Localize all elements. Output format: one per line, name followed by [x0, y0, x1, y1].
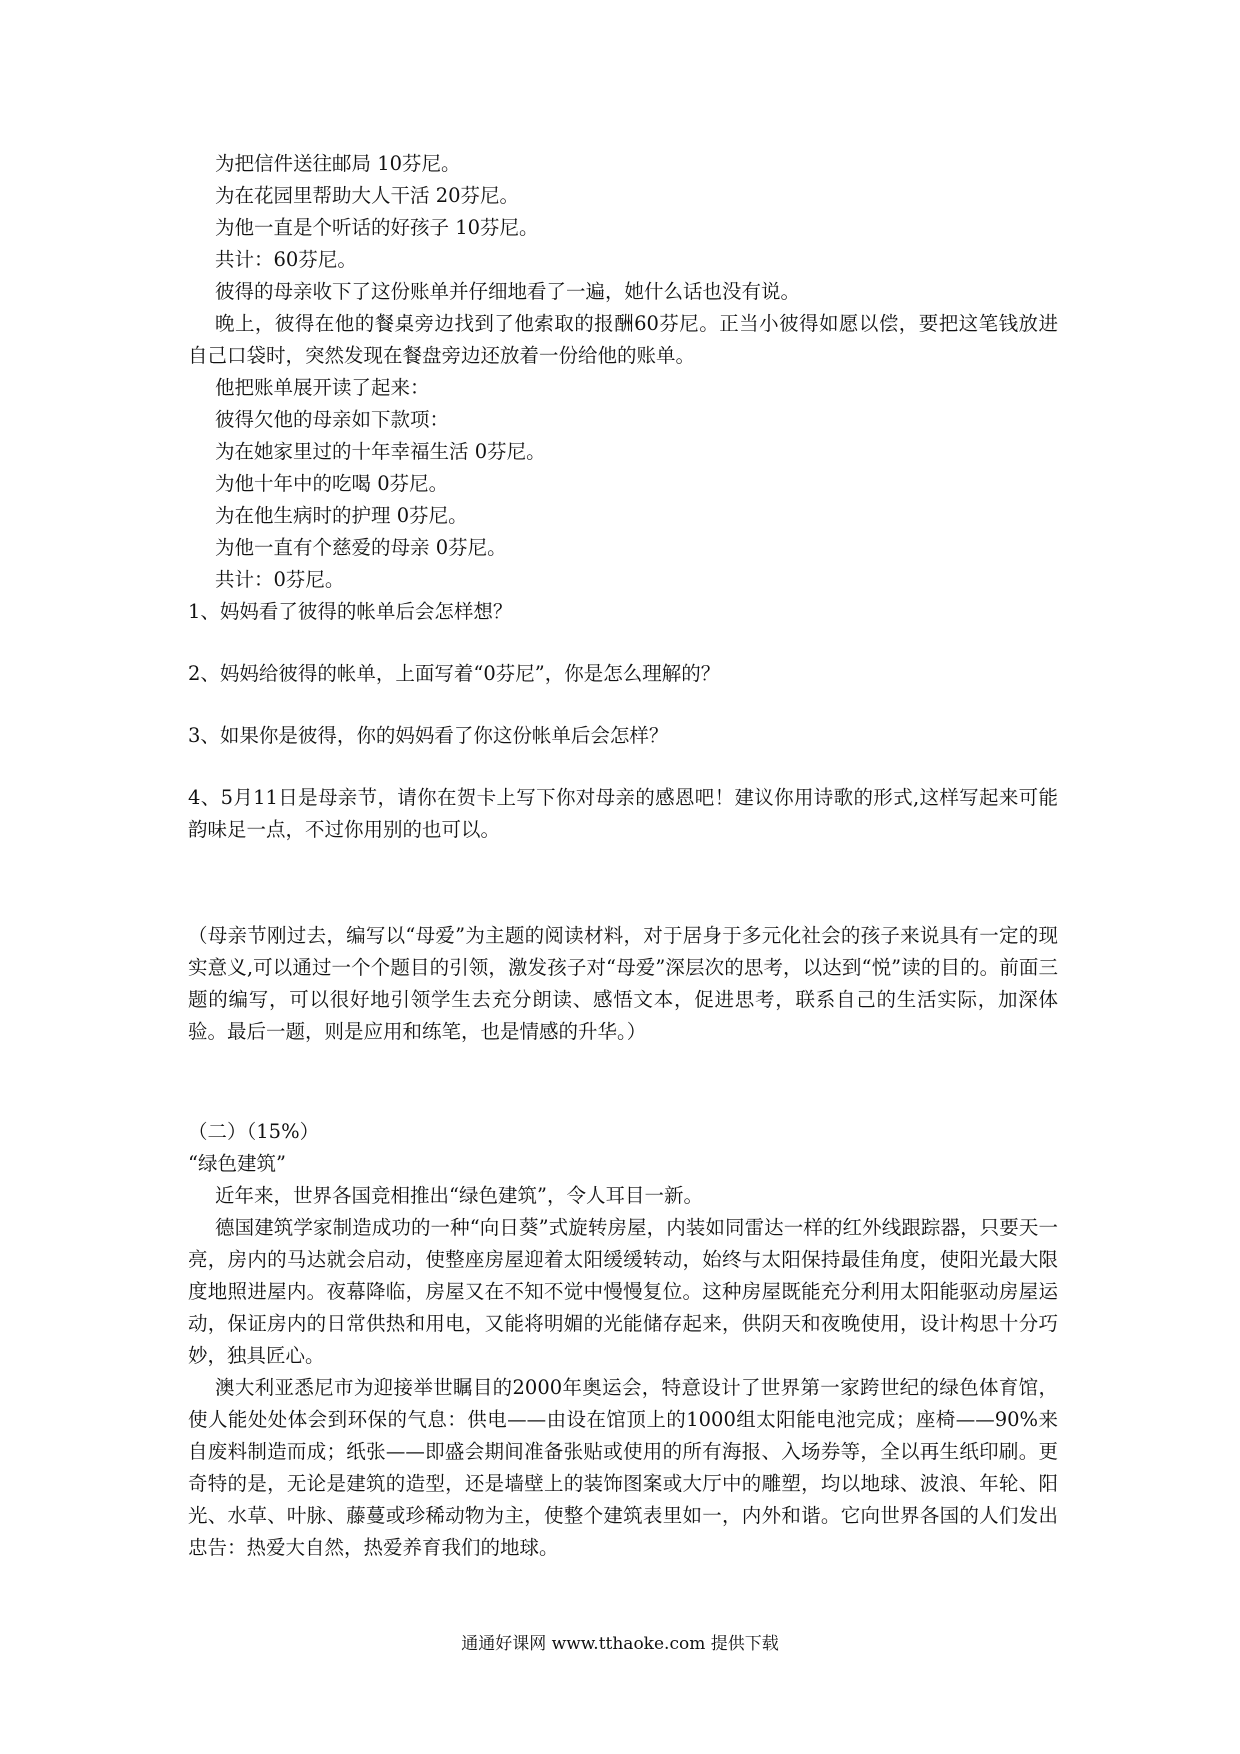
section-paragraph: 近年来，世界各国竞相推出“绿色建筑”，令人耳目一新。: [215, 1184, 703, 1207]
bill-total: 共计：0芬尼。: [215, 568, 345, 591]
section-header: （二）（15%）: [188, 1120, 320, 1143]
page-content: [188, 148, 1058, 1564]
bill-line: 为他一直有个慈爱的母亲 0芬尼。: [215, 536, 507, 559]
question-2: 2、妈妈给彼得的帐单，上面写着“0芬尼”，你是怎么理解的？: [188, 662, 721, 685]
bill-line: 为在花园里帮助大人干活 20芬尼。: [215, 184, 520, 207]
section-title: “绿色建筑”: [188, 1152, 286, 1175]
story-paragraph: 晚上，彼得在他的餐桌旁边找到了他索取的报酬60芬尼。正当小彼得如愿以偿，要把这笔钱放进自己口袋时，突然发现在餐盘旁边还放着一份给他的账单。: [188, 312, 1058, 367]
bill-line: 为他一直是个听话的好孩子 10芬尼。: [215, 216, 539, 239]
bill-line: 他把账单展开读了起来：: [215, 376, 430, 399]
bill-total: 共计：60芬尼。: [215, 248, 357, 271]
question-3: 3、如果你是彼得，你的妈妈看了你这份帐单后会怎样？: [188, 724, 669, 747]
bill-line: 为他十年中的吃喝 0芬尼。: [215, 472, 449, 495]
bill-line: 彼得欠他的母亲如下款项：: [215, 408, 450, 431]
question-1: 1、妈妈看了彼得的帐单后会怎样想？: [188, 600, 513, 623]
page-footer: 通通好课网 www.tthaoke.com 提供下载: [461, 1634, 779, 1654]
section-paragraph: 德国建筑学家制造成功的一种“向日葵”式旋转房屋，内装如同雷达一样的红外线跟踪器，只要天一亮，房内的马达就会启动，使整座房屋迎着太阳缓缓转动，始终与太阳保持最佳角度，使阳光最大限度地照进屋内。夜幕降临，房屋又在不知不觉中慢慢复位。这种房屋既能充分利用太阳能驱动房屋运动，保证房内的日常供热和用电，又能将明媚的光能储存起来，供阴天和夜晚使用，设计构思十分巧妙，独具匠心。: [188, 1216, 1058, 1367]
question-4: 4、5月11日是母亲节，请你在贺卡上写下你对母亲的感恩吧！建议你用诗歌的形式,这样写起来可能韵味足一点，不过你用别的也可以。: [188, 786, 1058, 841]
bill-line: 为在他生病时的护理 0芬尼。: [215, 504, 468, 527]
story-line: 彼得的母亲收下了这份账单并仔细地看了一遍，她什么话也没有说。: [215, 280, 801, 303]
commentary: （母亲节刚过去，编写以“母爱”为主题的阅读材料，对于居身于多元化社会的孩子来说具有一定的现实意义,可以通过一个个题目的引领，激发孩子对“母爱”深层次的思考，以达到“悦”读的目的。前面三题的编写，可以很好地引领学生去充分朗读、感悟文本，促进思考，联系自己的生活实际，加深体验。最后一题，则是应用和练笔，也是情感的升华。）: [188, 924, 1058, 1043]
bill-line: 为在她家里过的十年幸福生活 0芬尼。: [215, 440, 546, 463]
bill-line: 为把信件送往邮局 10芬尼。: [215, 152, 461, 175]
section-paragraph: 澳大利亚悉尼市为迎接举世瞩目的2000年奥运会，特意设计了世界第一家跨世纪的绿色体育馆，使人能处处体会到环保的气息：供电——由设在馆顶上的1000组太阳能电池完成；座椅——90%来自废料制造而成；纸张——即盛会期间准备张贴或使用的所有海报、入场券等，全以再生纸印刷。更奇特的是，无论是建筑的造型，还是墙壁上的装饰图案或大厅中的雕塑，均以地球、波浪、年轮、阳光、水草、叶脉、藤蔓或珍稀动物为主，使整个建筑表里如一，内外和谐。它向世界各国的人们发出忠告：热爱大自然，热爱养育我们的地球。: [188, 1376, 1058, 1559]
